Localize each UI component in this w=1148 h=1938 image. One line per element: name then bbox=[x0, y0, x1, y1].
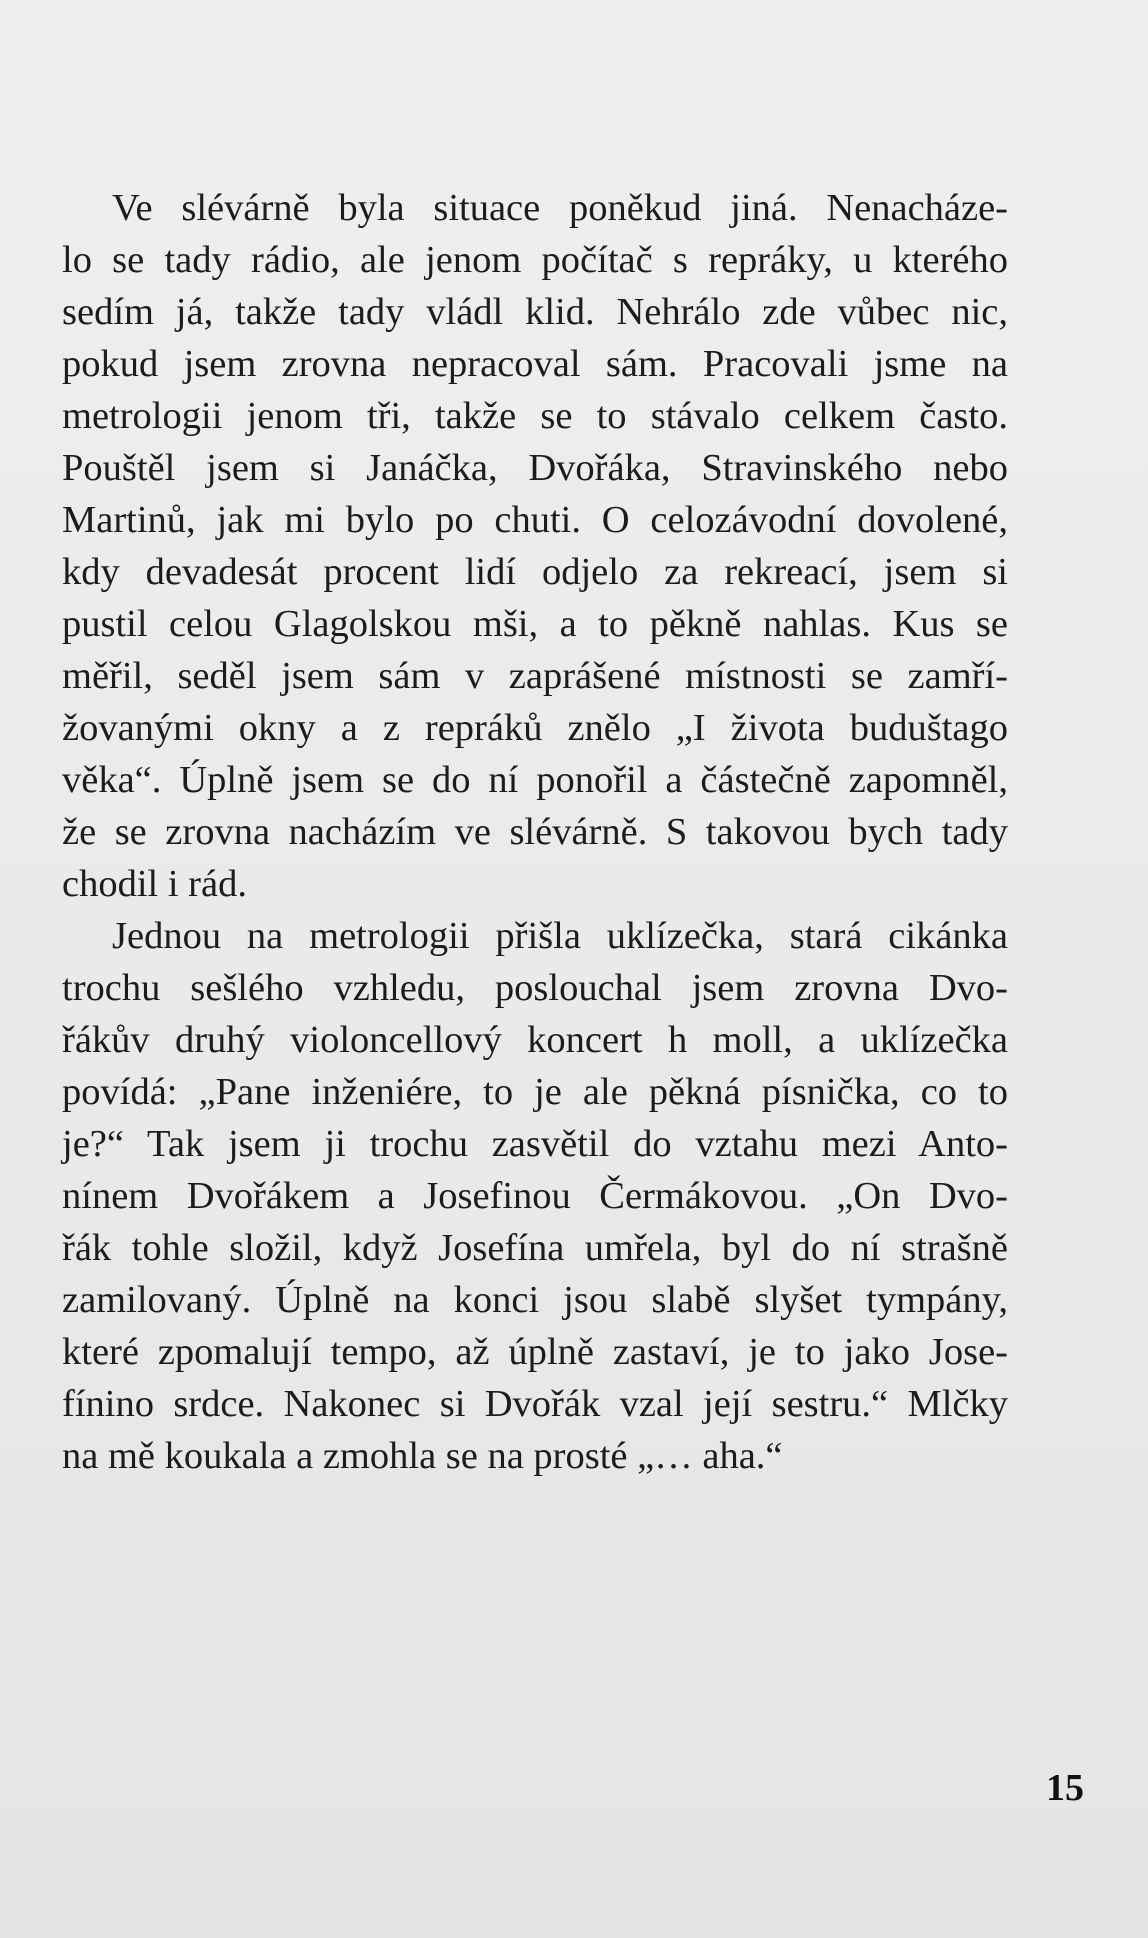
text-line: nínem Dvořákem a Josefinou Čermákovou. „On Dvo- bbox=[62, 1175, 1008, 1217]
text-line: věka“. Úplně jsem se do ní ponořil a částečně zapomněl, bbox=[62, 759, 1008, 801]
text-line: řákův druhý violoncellový koncert h moll, a uklízečka bbox=[62, 1019, 1008, 1061]
paragraph-2 bbox=[62, 910, 1008, 1482]
text-line: kdy devadesát procent lidí odjelo za rekreací, jsem si bbox=[62, 551, 1008, 593]
text-line: Pouštěl jsem si Janáčka, Dvořáka, Stravinského nebo bbox=[62, 447, 1008, 489]
text-line: povídá: „Pane inženiére, to je ale pěkná písnička, co to bbox=[62, 1071, 1008, 1113]
body-text bbox=[62, 182, 1008, 1482]
text-line: je?“ Tak jsem ji trochu zasvětil do vztahu mezi Anto- bbox=[62, 1123, 1008, 1165]
text-line: pokud jsem zrovna nepracoval sám. Pracovali jsme na bbox=[62, 343, 1008, 385]
text-line: sedím já, takže tady vládl klid. Nehrálo zde vůbec nic, bbox=[62, 291, 1008, 333]
text-line: trochu sešlého vzhledu, poslouchal jsem zrovna Dvo- bbox=[62, 967, 1008, 1009]
paragraph-1 bbox=[62, 182, 1008, 910]
text-line: pustil celou Glagolskou mši, a to pěkně nahlas. Kus se bbox=[62, 603, 1008, 645]
text-line: chodil i rád. bbox=[62, 863, 247, 905]
text-line: že se zrovna nacházím ve slévárně. S takovou bych tady bbox=[62, 811, 1008, 853]
text-line: Martinů, jak mi bylo po chuti. O celozávodní dovolené, bbox=[62, 499, 1008, 541]
text-line: fínino srdce. Nakonec si Dvořák vzal její sestru.“ Mlčky bbox=[62, 1383, 1008, 1425]
text-line: lo se tady rádio, ale jenom počítač s repráky, u kterého bbox=[62, 239, 1008, 281]
text-line: řák tohle složil, když Josefína umřela, byl do ní strašně bbox=[62, 1227, 1008, 1269]
text-line: Jednou na metrologii přišla uklízečka, stará cikánka bbox=[112, 915, 1008, 957]
text-line: žovanými okny a z repráků znělo „I života buduštago bbox=[62, 707, 1008, 749]
text-line: měřil, seděl jsem sám v zaprášené místnosti se zamří- bbox=[62, 655, 1008, 697]
text-line: zamilovaný. Úplně na konci jsou slabě slyšet tympány, bbox=[62, 1279, 1008, 1321]
text-line: na mě koukala a zmohla se na prosté „… aha.“ bbox=[62, 1435, 783, 1477]
text-line: metrologii jenom tři, takže se to stávalo celkem často. bbox=[62, 395, 1008, 437]
page-number: 15 bbox=[1046, 1767, 1084, 1809]
text-line: Ve slévárně byla situace poněkud jiná. Nenacháze- bbox=[112, 187, 1008, 229]
text-line: které zpomalují tempo, až úplně zastaví, je to jako Jose- bbox=[62, 1331, 1008, 1373]
